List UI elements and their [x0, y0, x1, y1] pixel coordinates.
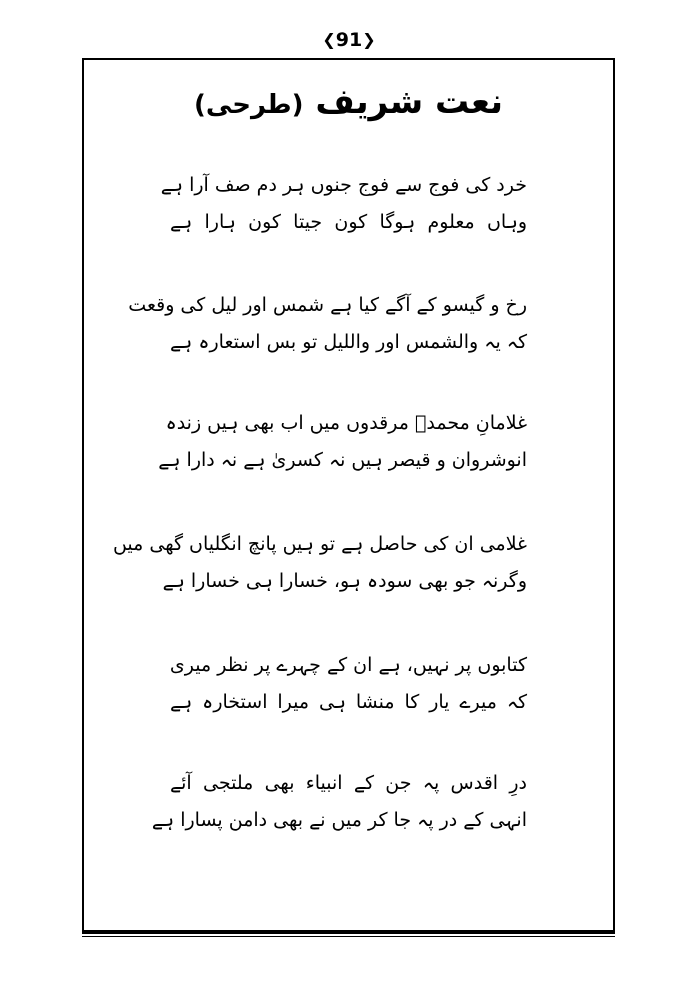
- bottom-rule: [82, 930, 615, 937]
- verse-line: انہی کے در پہ جا کر میں نے بھی دامن پسارا ہے: [151, 809, 527, 831]
- title-sub: (طرحی): [194, 90, 304, 120]
- page-number-header: [0, 28, 698, 52]
- verse-line: رخ و گیسو کے آگے کیا ہے شمس اور لیل کی وقعت: [128, 294, 527, 316]
- poem-title: [82, 80, 615, 127]
- verse-line: وگرنہ جو بھی سودہ ہو، خسارا ہی خسارا ہے: [162, 570, 527, 592]
- page-number: 91: [335, 29, 363, 51]
- verse-line: انوشروان و قیصر ہیں نہ کسریٰ ہے نہ دارا ہے: [158, 449, 527, 471]
- verse-line: کہ یہ والشمس اور واللیل تو بس استعارہ ہے: [170, 331, 527, 353]
- verse-line: کتابوں پر نہیں، ہے ان کے چہرے پر نظر میری: [169, 654, 527, 676]
- verse-line: درِ اقدس پہ جن کے انبیاء بھی ملتجی آئے: [170, 772, 527, 794]
- left-ornament-icon: ❮: [322, 30, 336, 49]
- verse-line: کہ میرے یار کا منشا ہی میرا استخارہ ہے: [170, 691, 527, 713]
- title-main: نعت شریف: [315, 82, 503, 122]
- verse-line: غلامی ان کی حاصل ہے تو ہیں پانچ انگلیاں گھی میں: [112, 533, 527, 555]
- right-ornament-icon: ❯: [362, 30, 376, 49]
- verse-line: غلامانِ محمدؐ مرقدوں میں اب بھی ہیں زندہ: [165, 412, 527, 434]
- verse-line: خرد کی فوج سے فوج جنوں ہر دم صف آرا ہے: [160, 174, 527, 196]
- verse-line: وہاں معلوم ہوگا کون جیتا کون ہارا ہے: [170, 211, 527, 233]
